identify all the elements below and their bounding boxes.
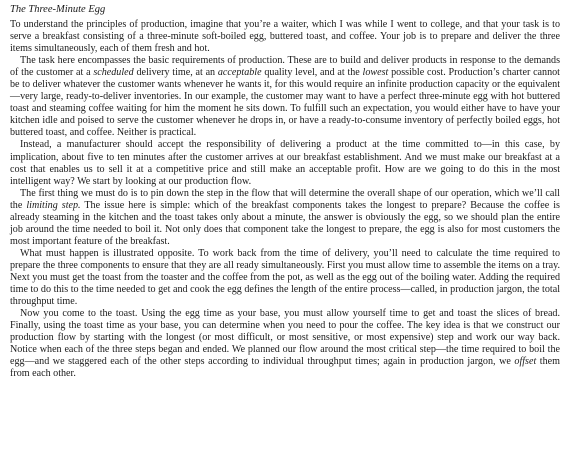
- text-run: The task here encompasses the basic requirements of production. These are to build and deliver products in response to the demands of the customer at a: [10, 55, 560, 79]
- emphasis-text: limiting step.: [26, 199, 81, 211]
- text-run: delivery time, at an: [133, 67, 218, 79]
- paragraph-1: [10, 19, 560, 55]
- text-run: quality level, and at the: [261, 67, 363, 79]
- text-run: The issue here is simple: which of the breakfast components takes the longest to prepare? Because the coffee is already steaming in the kitchen and the toast takes only about a minute, the answer is obviously the egg, so we should plan the entire job around the time needed to boil it. Not only does that component take the longest to prepare, the egg is also for most customers the most important feature of the breakfast.: [10, 199, 560, 247]
- emphasis-text: acceptable: [217, 67, 262, 79]
- emphasis-text: lowest: [362, 67, 389, 79]
- text-run: Instead, a manufacturer should accept the responsibility of delivering a product at the time committed to—in this case, by implication, about five to ten minutes after the customer arrives at our breakfast establishment. And we must make our breakfast at a cost that enables us to sell it at a competitive price and still make an acceptable profit. How are we going to do this in the most intelligent way? We start by looking at our production flow.: [10, 139, 560, 187]
- text-run: What must happen is illustrated opposite. To work back from the time of delivery, you’ll need to calculate the time required to prepare the three components to ensure that they are all ready simultaneously. First you must allow time to assemble the items on a tray. Next you must get the toast from the toaster and the coffee from the pot, as well as the egg out of the boiling water. Adding the required time to do this to the time needed to get and cook the egg defines the length of the entire process—called, in production jargon, the total throughput time.: [10, 247, 560, 308]
- paragraph-2: [10, 55, 560, 139]
- paragraph-6: [10, 308, 560, 380]
- paragraph-3: [10, 139, 560, 187]
- text-run: To understand the principles of production, imagine that you’re a waiter, which I was while I went to college, and that your task is to serve a breakfast consisting of a three-minute soft-boiled egg, buttered toast, and coffee. Your job is to prepare and deliver the three items simultaneously, each of them fresh and hot.: [10, 19, 560, 55]
- text-run: Now you come to the toast. Using the egg time as your base, you must allow yourself time to get and toast the slices of bread. Finally, using the toast time as your base, you can determine when you need to pour the coffee. The key idea is that we construct our production flow by starting with the longest (or most difficult, or most sensitive, or most expensive) step and work our way back. Notice when each of the three steps began and ended. We planned our flow around the most critical step—the time required to boil the egg—and we staggered each of the other steps according to individual throughput times; again in production jargon, we: [10, 308, 560, 368]
- emphasis-text: scheduled: [93, 67, 134, 79]
- paragraph-5: [10, 248, 560, 308]
- paragraph-4: [10, 188, 560, 248]
- section-heading: The Three-Minute Egg: [10, 4, 106, 15]
- text-run: them from each other.: [10, 356, 560, 380]
- emphasis-text: offset: [514, 356, 537, 368]
- text-run: The first thing we must do is to pin down the step in the flow that will determine the overall shape of our operation, which we’ll call the: [10, 187, 560, 211]
- text-run: possible cost. Production’s charter cannot be to deliver whatever the customer wants whenever he wants it, for this would require an infinite production capacity or the equivalent—very large, ready-to-deliver inventories. In our example, the customer may want to have a perfect three-minute egg with hot buttered toast and steaming coffee waiting for him the moment he sits down. To fulfill such an expectation, you would either have to have your kitchen idle and poised to serve the customer whenever he drops in, or have a ready-to-consume inventory of perfectly boiled eggs, hot buttered toast, and coffee. Neither is practical.: [10, 67, 560, 139]
